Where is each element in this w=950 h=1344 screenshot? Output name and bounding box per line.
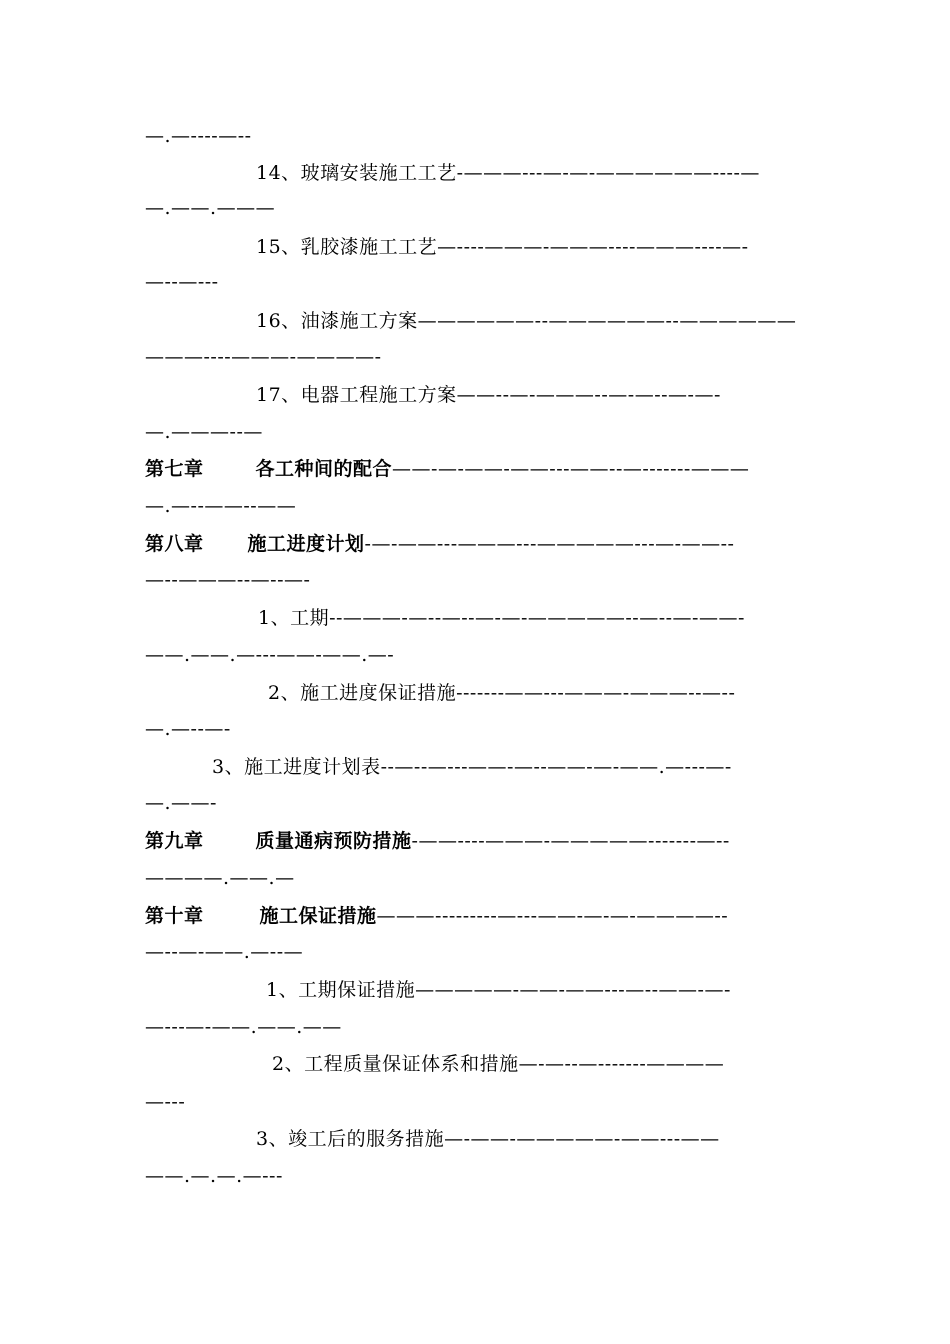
chapter-number: 第九章	[145, 830, 204, 852]
toc-chapter-7	[145, 457, 749, 481]
toc-line: —.——.———	[145, 197, 276, 219]
chapter-title: 施工进度计划	[247, 533, 365, 555]
toc-entry-guarantee-3: 3、竣工后的服务措施—-——-—————-——---——	[256, 1128, 720, 1150]
toc-line: —---—-——.——.——	[145, 1016, 342, 1038]
toc-line: —---	[145, 1091, 186, 1113]
toc-entry-14: 14、玻璃安装施工工艺-———---—-—-——————----—	[256, 162, 760, 184]
leader-dashes: ——-—-——-——---——--—-------———	[392, 458, 750, 480]
toc-line: —.—----—--	[145, 125, 252, 147]
toc-line: —.—--——--——	[145, 495, 297, 517]
toc-entry-16: 16、油漆施工方案——————--——————--——————	[256, 310, 797, 332]
toc-line: ————.——.—	[145, 867, 295, 889]
chapter-title: 质量通病预防措施	[255, 830, 412, 852]
toc-chapter-8	[145, 532, 734, 556]
toc-line: —.———--—	[145, 421, 263, 443]
leader-dashes: ———---------—---——-—-—-————--	[376, 905, 729, 927]
chapter-number: 第八章	[145, 533, 204, 555]
toc-line: —.—--—-	[145, 718, 231, 740]
toc-entry-schedule-1: 1、工期--———-—--—--—-—-—————--—--—-——-	[258, 607, 745, 629]
chapter-title: 各工种间的配合	[255, 458, 393, 480]
toc-chapter-9	[145, 829, 730, 853]
chapter-title: 施工保证措施	[259, 905, 377, 927]
toc-entry-schedule-3: 3、施工进度计划表--—--—---——-—--——-—-——.—---—-	[212, 756, 732, 778]
toc-line: ——.—.—.—---	[145, 1165, 283, 1187]
leader-dashes: -—-——---———---—————---—-——--	[364, 533, 735, 555]
toc-line: —--—---	[145, 271, 219, 293]
toc-line: ——.——.—---——-——.—-	[145, 644, 395, 666]
toc-line: —--———--—--—-	[145, 569, 311, 591]
toc-line: —--—-——.—--—	[145, 941, 304, 963]
toc-entry-guarantee-1: 1、工期保证措施—————-——-——---—--——-—-	[266, 979, 731, 1001]
toc-chapter-10	[145, 904, 728, 928]
toc-entry-15: 15、乳胶漆施工工艺—----———-———----———----—-	[256, 236, 749, 258]
leader-dashes: -——----———-—————-------—--	[411, 830, 730, 852]
toc-entry-schedule-2: 2、施工进度保证措施-------——---———-———--—--	[268, 682, 736, 704]
toc-line: —.——-	[145, 792, 217, 814]
toc-entry-guarantee-2: 2、工程质量保证体系和措施—-—--—-------————	[272, 1053, 725, 1075]
toc-entry-17: 17、电器工程施工方案——--—-———--—-—--—-—-	[256, 384, 721, 406]
chapter-number: 第十章	[145, 905, 204, 927]
chapter-number: 第七章	[145, 458, 204, 480]
toc-line: ———----———-————-	[145, 346, 382, 368]
